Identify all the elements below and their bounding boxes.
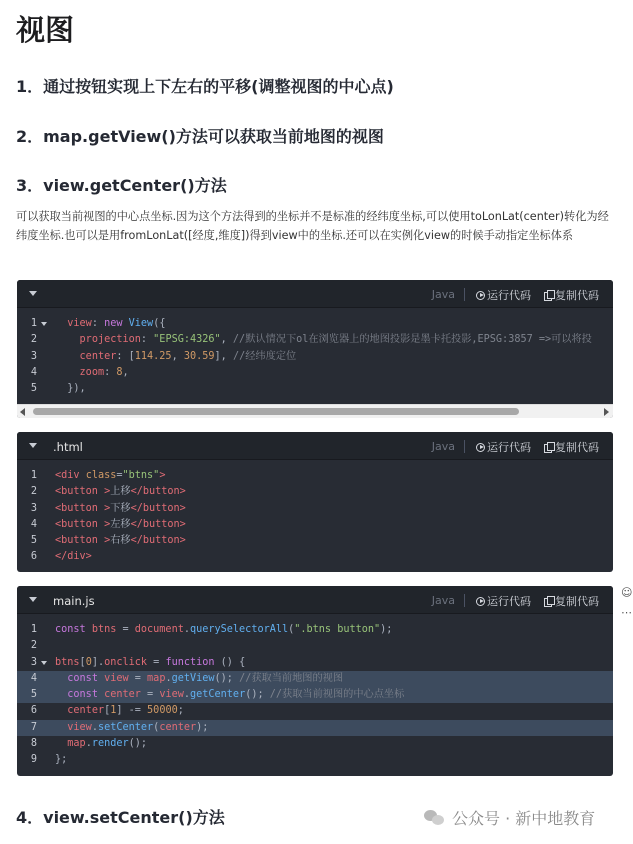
code-body <box>17 460 613 572</box>
code-block-view <box>17 280 613 418</box>
code-token: const <box>67 672 98 684</box>
header-divider <box>464 594 465 607</box>
copy-code-button[interactable] <box>544 439 599 455</box>
code-token: btns <box>55 656 80 668</box>
code-token <box>55 351 80 362</box>
code-token: view <box>159 689 184 701</box>
code-token: //获取当前视图的中心点坐标 <box>269 689 405 701</box>
line-number: 9 <box>30 754 37 766</box>
code-text <box>55 501 186 517</box>
code-token: : <box>91 318 105 329</box>
code-token: ({ <box>153 318 166 329</box>
code-token: "btns" <box>122 470 160 481</box>
code-line <box>17 671 613 687</box>
code-text <box>55 703 184 719</box>
line-number: 2 <box>30 334 37 346</box>
code-token: (); <box>214 672 240 684</box>
heading-1: 1．通过按钮实现上下左右的平移(调整视图的中心点) <box>16 77 394 96</box>
code-token: = <box>140 689 160 701</box>
code-token: () { <box>214 656 246 668</box>
code-token: 1 <box>110 705 117 717</box>
fold-arrow-icon[interactable] <box>41 322 47 326</box>
code-token: > <box>104 486 111 498</box>
code-token: center <box>67 705 105 717</box>
line-number: 5 <box>30 535 37 547</box>
code-token: [ <box>104 705 111 717</box>
run-code-label: 运行代码 <box>487 595 531 608</box>
collapse-caret-icon[interactable] <box>29 443 37 448</box>
code-token: 0 <box>85 656 92 668</box>
code-token: map <box>147 672 166 684</box>
code-token: </div> <box>55 551 92 563</box>
horizontal-scrollbar[interactable] <box>17 404 613 418</box>
line-number: 2 <box>30 486 37 498</box>
code-token: center <box>79 350 117 362</box>
line-number: 4 <box>30 672 37 684</box>
code-token: (); <box>128 738 148 750</box>
code-text <box>55 381 86 397</box>
copy-code-label: 复制代码 <box>555 289 599 302</box>
code-language: Java <box>431 288 455 301</box>
code-token: , <box>171 350 184 362</box>
collapse-caret-icon[interactable] <box>29 291 37 296</box>
side-toolbar <box>621 583 632 623</box>
line-number: 1 <box>30 470 37 481</box>
run-code-button[interactable] <box>476 439 531 455</box>
scroll-right-arrow-icon[interactable] <box>604 408 609 416</box>
code-token: //经纬度定位 <box>232 350 297 362</box>
code-token <box>55 722 67 733</box>
line-number: 6 <box>30 705 37 717</box>
code-text <box>55 468 165 484</box>
code-token: const <box>55 624 86 635</box>
code-line <box>17 501 613 517</box>
code-token: : <box>104 366 117 378</box>
scroll-left-arrow-icon[interactable] <box>20 408 25 416</box>
copy-code-button[interactable] <box>544 593 599 609</box>
code-token: setCenter <box>97 721 154 733</box>
code-token <box>55 673 67 684</box>
code-token: > <box>104 518 111 530</box>
code-token: projection <box>79 334 141 346</box>
code-line <box>17 349 613 365</box>
code-token <box>55 318 67 329</box>
code-text <box>55 517 186 533</box>
heading-3: 3．view.getCenter()方法 <box>16 176 227 195</box>
code-language: Java <box>431 440 455 453</box>
code-token: view <box>67 721 92 733</box>
code-token <box>55 738 67 749</box>
code-token: map <box>67 738 86 750</box>
code-token: = <box>116 470 123 481</box>
code-text <box>55 316 165 332</box>
code-token: ".btns button" <box>294 624 381 635</box>
copy-code-label: 复制代码 <box>555 441 599 454</box>
code-token: (); <box>245 689 270 701</box>
code-line <box>17 381 613 397</box>
more-icon[interactable]: ⋯ <box>621 606 632 619</box>
line-number: 4 <box>30 518 37 530</box>
code-token: </button> <box>130 486 186 498</box>
code-token: getView <box>171 672 215 684</box>
run-code-label: 运行代码 <box>487 289 531 302</box>
code-token: 右移 <box>110 535 131 547</box>
line-number: 1 <box>30 318 37 329</box>
line-number: 5 <box>30 383 37 395</box>
code-token: center <box>159 721 197 733</box>
heading-4: 4．view.setCenter()方法 <box>16 808 225 827</box>
code-language: Java <box>431 594 455 607</box>
code-text <box>55 332 592 348</box>
code-line <box>17 468 613 484</box>
code-token: 8 <box>116 366 123 378</box>
code-text <box>55 687 404 703</box>
code-token: btns <box>91 624 117 635</box>
code-text <box>55 752 67 768</box>
code-token: . <box>165 672 172 684</box>
code-token: //默认情况下ol在浏览器上的地图投影是墨卡托投影,EPSG:3857 =>可以将投 <box>232 334 592 346</box>
line-number: 1 <box>30 624 37 635</box>
line-number: 3 <box>30 656 37 668</box>
code-token: 左移 <box>110 518 131 530</box>
code-token: 50000 <box>147 705 178 717</box>
code-token: new <box>104 318 123 329</box>
code-token: "EPSG:4326" <box>153 334 221 346</box>
page-title: 视图 <box>16 13 75 47</box>
line-number: 8 <box>30 738 37 750</box>
code-token <box>55 367 80 378</box>
line-number: 2 <box>30 640 37 652</box>
code-token: </button> <box>130 502 186 514</box>
code-token: = <box>116 624 135 635</box>
line-number: 4 <box>30 366 37 378</box>
code-line <box>17 549 613 565</box>
code-token: ]. <box>91 656 105 668</box>
code-token: = <box>128 672 148 684</box>
code-token: }), <box>55 383 86 395</box>
code-token: > <box>104 535 111 547</box>
code-text <box>55 622 392 638</box>
code-token: document <box>134 624 184 635</box>
code-token <box>55 705 67 716</box>
code-token: ; <box>177 705 184 717</box>
code-filename: .html <box>53 440 83 454</box>
code-text <box>55 720 208 736</box>
code-line <box>17 720 613 736</box>
code-token: view <box>67 318 92 329</box>
code-block-header <box>17 280 613 308</box>
code-token: ); <box>196 721 209 733</box>
code-text <box>55 533 186 549</box>
play-circle-icon <box>476 597 485 606</box>
play-circle-icon <box>476 443 485 452</box>
code-token: . <box>91 721 98 733</box>
code-text <box>55 365 129 381</box>
code-token: <button <box>55 518 98 530</box>
description-paragraph: 可以获取当前视图的中心点坐标.因为这个方法得到的坐标并不是标准的经纬度坐标,可以使用toLonLat(center)转化为经纬度坐标.也可以是用fromLonLat([经度,维度])得到view中的坐标.还可以在实例化view的时候手动指定坐标体系 <box>16 210 609 242</box>
code-token: ], <box>214 350 233 362</box>
code-line <box>17 638 613 654</box>
scrollbar-thumb[interactable] <box>33 408 519 415</box>
code-token: . <box>183 624 190 635</box>
code-text <box>55 349 296 365</box>
code-line <box>17 687 613 703</box>
code-token: onclick <box>104 656 148 668</box>
code-text <box>55 655 245 671</box>
code-token: ( <box>288 624 295 635</box>
code-token: 下移 <box>110 502 131 514</box>
line-number: 3 <box>30 502 37 514</box>
code-block-html <box>17 432 613 572</box>
code-line <box>17 703 613 719</box>
code-token: zoom <box>79 366 105 378</box>
code-token: ( <box>153 721 160 733</box>
code-line <box>17 365 613 381</box>
heading-2: 2．map.getView()方法可以获取当前地图的视图 <box>16 127 384 146</box>
code-token: ] -= <box>116 705 148 717</box>
copy-code-label: 复制代码 <box>555 595 599 608</box>
code-token: : [ <box>116 350 135 362</box>
code-text <box>55 549 92 565</box>
code-token: : <box>140 334 154 346</box>
code-token: const <box>67 689 98 701</box>
copy-icon <box>544 596 553 606</box>
copy-icon <box>544 442 553 452</box>
play-circle-icon <box>476 291 485 300</box>
code-token: </button> <box>130 518 186 530</box>
watermark <box>424 806 595 829</box>
code-line <box>17 655 613 671</box>
collapse-caret-icon[interactable] <box>29 597 37 602</box>
copy-code-button[interactable] <box>544 287 599 303</box>
comment-icon[interactable]: ☺ <box>621 586 633 599</box>
code-token: <div <box>55 470 80 481</box>
code-token: [ <box>79 656 86 668</box>
code-token: render <box>91 738 129 750</box>
code-body <box>17 308 613 403</box>
code-token: , <box>122 366 129 378</box>
code-token: > <box>159 470 166 481</box>
line-number: 3 <box>30 350 37 362</box>
code-block-header <box>17 586 613 614</box>
code-token: //获取当前地图的视图 <box>239 672 344 684</box>
code-token: = <box>147 656 166 668</box>
code-text <box>55 671 343 687</box>
wechat-logo-icon <box>424 809 446 827</box>
code-token: getCenter <box>190 689 246 701</box>
code-token: view <box>104 672 129 684</box>
code-token <box>55 334 80 345</box>
code-token: <button <box>55 535 98 547</box>
code-token: </button> <box>130 535 186 547</box>
copy-icon <box>544 290 553 300</box>
code-token: <button <box>55 486 98 498</box>
code-token: 114.25 <box>134 350 172 362</box>
code-token: class <box>85 470 117 481</box>
code-token: function <box>165 656 215 668</box>
code-token: View <box>128 318 154 329</box>
code-token <box>55 689 67 700</box>
code-token: 上移 <box>110 486 131 498</box>
code-line <box>17 332 613 348</box>
code-token: . <box>183 689 190 701</box>
header-divider <box>464 288 465 301</box>
code-filename: main.js <box>53 594 95 608</box>
code-line <box>17 484 613 500</box>
code-line <box>17 316 613 332</box>
code-token: , <box>220 334 233 346</box>
code-block-header <box>17 432 613 460</box>
run-code-label: 运行代码 <box>487 441 531 454</box>
fold-arrow-icon[interactable] <box>41 661 47 665</box>
code-body <box>17 614 613 775</box>
code-token: }; <box>55 754 68 766</box>
line-number: 7 <box>30 721 37 733</box>
line-number: 6 <box>30 551 37 563</box>
code-line <box>17 736 613 752</box>
watermark-text: 公众号 · 新中地教育 <box>452 809 596 828</box>
run-code-button[interactable] <box>476 287 531 303</box>
code-token: 30.59 <box>183 350 215 362</box>
line-number: 5 <box>30 689 37 701</box>
code-token: > <box>104 502 111 514</box>
code-line <box>17 533 613 549</box>
code-token: ); <box>380 624 393 635</box>
code-token: <button <box>55 502 98 514</box>
code-text <box>55 484 186 500</box>
code-text <box>55 736 147 752</box>
code-line <box>17 622 613 638</box>
code-line <box>17 752 613 768</box>
code-line <box>17 517 613 533</box>
run-code-button[interactable] <box>476 593 531 609</box>
code-token: center <box>104 689 141 701</box>
code-block-main-js <box>17 586 613 776</box>
code-token: querySelectorAll <box>189 624 289 635</box>
code-token: . <box>85 738 92 750</box>
header-divider <box>464 440 465 453</box>
